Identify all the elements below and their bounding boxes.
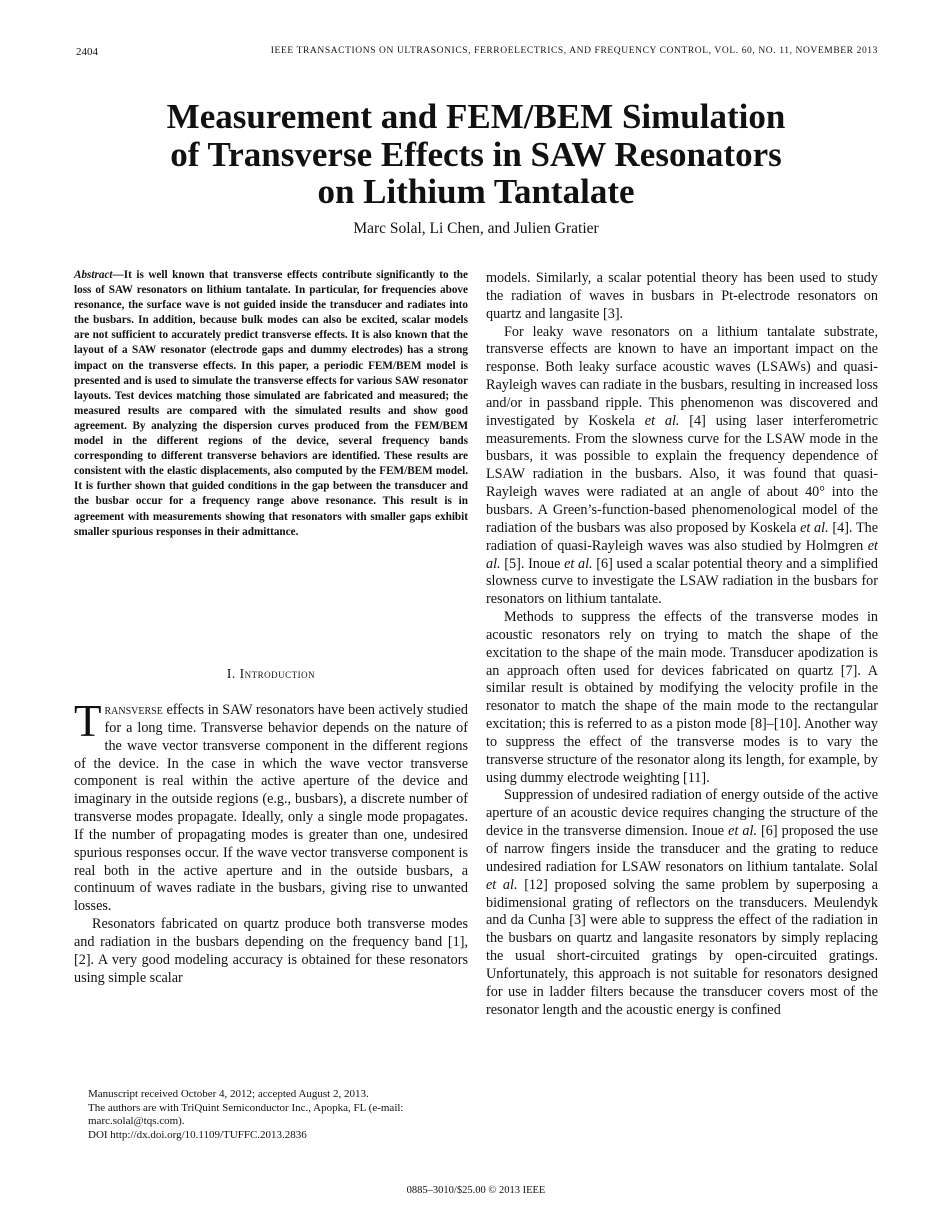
intro-first-word: ransverse [104,702,163,718]
section-title: Introduction [239,666,316,681]
right-paragraph-0: models. Similarly, a scalar potential theory has been used to study the radiation of waves in busbars in Pt-electrode resonators on quartz and langasite [3]. [486,270,878,322]
abstract-text: It is well known that transverse effects contribute significantly to the loss of SAW resonators on lithium tantalate. In particular, for frequencies above resonance, the surface wave is not guided inside the transducer and radiates into the busbars. In addition, because bulk modes can also be excited, scalar models are not sufficient to accurately predict transverse effects. It is also known that the layout of a SAW resonator (electrode gaps and dummy electrodes) has a strong impact on the transverse effects. In this paper, a periodic FEM/BEM model is presented and is used to simulate the transverse effects for various SAW resonator layouts. Test devices matching those simulated are fabricated and measured; the measured results are compared with the simulated results and show good agreement. By analyzing the dispersion curves produced from the FEM/BEM model in the different regions of the device, several frequency bands corresponding to different transverse behaviors are identified. These results are consistent with the elastic displacements, also computed by the FEM/BEM model. It is further shown that guided conditions in the gap between the transducer and the busbar occur for a frequency range above resonance. This result is in agreement with measurements showing that resonators with smaller gaps exhibit smaller spurious responses in their admittance. [74,269,468,538]
et-al: et al. [564,555,593,572]
page-number: 2404 [76,46,98,58]
copyright-line: 0885–3010/$25.00 © 2013 IEEE [406,1185,546,1196]
intro-paragraph-1 [74,696,468,916]
text-run: [4] using laser interferometric measurements. From the slowness curve for the LSAW mode in the busbars, it was possible to explain the frequency dependence of LSAW radiation in the busbars. Also, it was found that quasi-Rayleigh waves were radiated at an angle of about 40° into the busbars. A Green’s-function-based phenomenological model of the radiation of the busbars was also proposed by Koskela [486,412,878,536]
et-al: et al. [644,412,680,429]
text-run: [6] proposed the use of narrow fingers inside the transducer and the grating to reduce undesired radiation for LSAW resonators on lithium tantalate. Solal [486,823,878,875]
text-run: [12] proposed solving the same problem by superposing a bidimensional grating of reflectors on the transducers. Meulendyk and da Cunha [3] were able to suppress the effect of the radiation in the busbars on quartz and langasite resonators by simply replacing the usual short-circuited gratings by open-circuited gratings. Unfortunately, this approach is not suitable for resonators designed for use in ladder filters because the transducer covers most of the resonator length and the acoustic energy is confined [486,876,878,1018]
abstract-dash: — [112,269,124,281]
text-run: For leaky wave resonators on a lithium tantalate substrate, transverse effects are known to have an important impact on the response. Both leaky surface acoustic waves (LSAWs) and quasi-Rayleigh waves can radiate in the busbars, resulting in increased loss and/or in passband ripple. This phenomenon was discovered and investigated by Koskela [486,323,879,429]
right-paragraph-2: Methods to suppress the effects of the transverse modes in acoustic resonators rely on trying to match the shape of the excitation to the shape of the main mode. Transducer apodization is an approach often used for devices fabricated on quartz [7]. A similar result is obtained by modifying the velocity profile in the resonator to match the shape of the main mode to the rectangular excitation; this is referred to as a piston mode [8]–[10]. Another way to suppress the effect of the transverse modes is to vary the transverse structure of the resonator along its length, for example, by using dummy electrode weighting [11]. [486,609,878,786]
intro-paragraph-1-text: effects in SAW resonators have been actively studied for a long time. Transverse behavior depends on the nature of the wave vector transverse component in the different regions of the device. In the case in which the wave vector transverse component is real within the active aperture of the device and imaginary in the outside regions (e.g., busbars), a discrete number of transverse modes propagate. Ideally, only a single mode propagates. If the number of propagating modes is greater than one, undesired spurious responses occur. If the wave vector transverse component is real both in the active aperture and in the outside busbars, a continuum of waves radiate in the busbars, giving rise to unwanted losses. [74,702,468,915]
right-paragraph-1 [486,324,878,610]
title-line-1: Measurement and FEM/BEM Simulation [166,97,786,136]
section-heading-introduction [74,666,468,682]
footnote-received: Manuscript received October 4, 2012; accepted August 2, 2013. [88,1088,369,1100]
text-run: [5]. Inoue [500,555,565,572]
left-column-body [74,696,468,988]
footnote-doi: DOI http://dx.doi.org/10.1109/TUFFC.2013.2836 [88,1128,307,1141]
text-run: Suppression of undesired radiation of energy outside of the active aperture of an acoustic device requires changing the structure of the device in the transverse dimension. Inoue [486,787,878,840]
intro-paragraph-2: Resonators fabricated on quartz produce both transverse modes and radiation in the busbars depending on the frequency band [1], [2]. A very good modeling accuracy is obtained for these resonators using simple scalar [74,916,468,986]
author-list: Marc Solal, Li Chen, and Julien Gratier [353,220,599,237]
title-line-3: on Lithium Tantalate [317,172,635,211]
abstract-lead: Abstract [74,269,113,281]
paper-title [60,98,892,211]
et-al: et al. [486,537,878,572]
footnote-affiliation: The authors are with TriQuint Semiconductor Inc., Apopka, FL (e-mail: marc.solal@tqs.com). [88,1101,404,1128]
text-run: [4]. The radiation of quasi-Rayleigh waves was also studied by Holmgren [486,519,879,554]
drop-cap: T [74,696,102,746]
right-column-body [486,270,878,1019]
et-al: et al. [800,519,829,536]
et-al: et al. [486,876,518,893]
title-line-2: of Transverse Effects in SAW Resonators [170,134,782,174]
footnote [88,1088,468,1142]
section-numeral: I. [226,666,240,681]
text-run: [6] used a scalar potential theory and a simplified slowness curve to investigate the LSAW radiation in the busbars for resonators on lithium tantalate. [486,555,878,608]
abstract [74,268,468,540]
running-head: IEEE TRANSACTIONS ON ULTRASONICS, FERROELECTRICS, AND FREQUENCY CONTROL, VOL. 60, NO. 11, NOVEMBER 2013 [270,46,878,56]
right-paragraph-3 [486,787,878,1019]
et-al: et al. [728,823,758,840]
